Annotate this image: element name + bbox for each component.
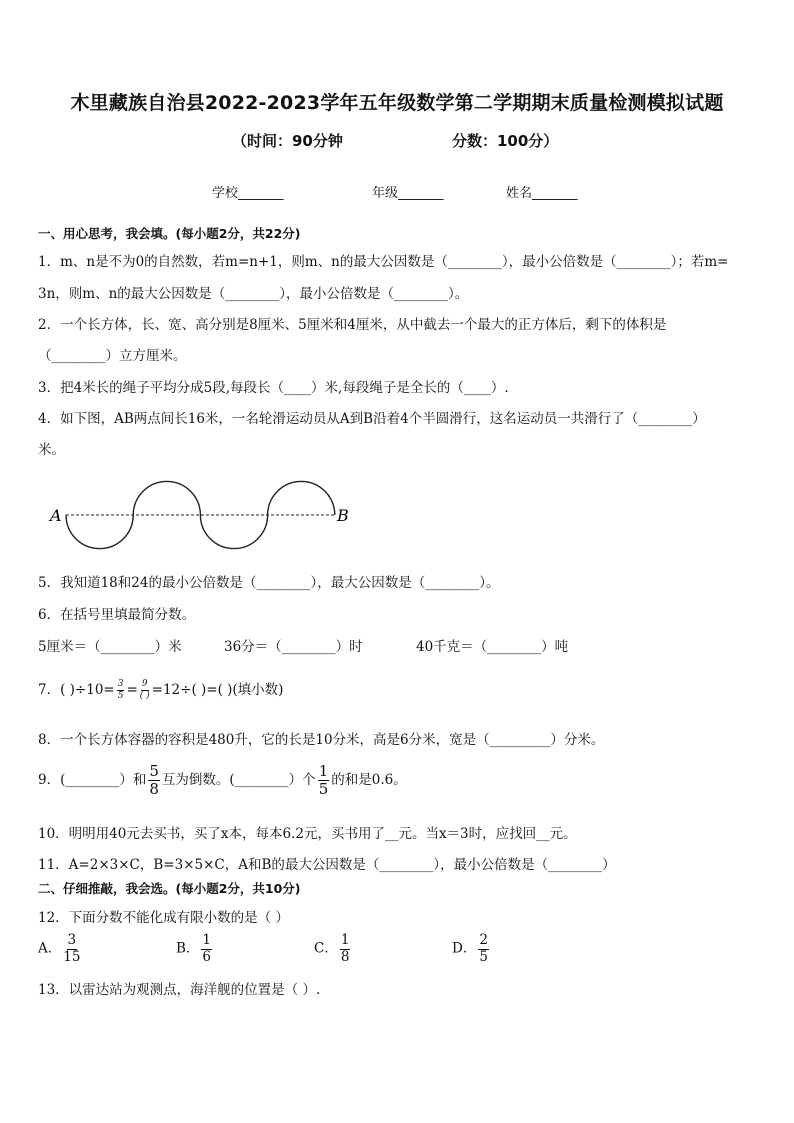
name-field: 姓名_______ (506, 186, 578, 201)
question-12-option-a[interactable] (38, 934, 82, 964)
option-label: D． (452, 940, 477, 957)
exam-score: 分数：100分） (452, 132, 559, 150)
point-a-label: A (50, 506, 62, 525)
fraction-denominator: 8 (340, 948, 350, 965)
section-2-heading: 二、仔细推敲，我会选。(每小题2分，共10分) (38, 881, 301, 896)
question-9-middle: 互为倒数。(________）个 (161, 772, 316, 788)
question-7-prefix: 7．( )÷10= (38, 682, 115, 698)
question-13: 13．以雷达站为观测点，海洋舰的位置是（ ）. (38, 982, 321, 998)
question-9-prefix: 9．(________）和 (38, 772, 147, 788)
fraction-numerator: 5 (149, 762, 159, 780)
option-label: B． (176, 940, 200, 957)
fraction-numerator: 1 (202, 932, 212, 948)
question-7-fraction-2 (140, 680, 150, 701)
question-2-line-2: （________）立方厘米。 (38, 348, 187, 364)
question-9-suffix: 的和是0.6。 (331, 772, 407, 788)
question-9-fraction-2 (318, 764, 330, 797)
question-6-item-3: 40千克＝（________）吨 (416, 639, 569, 655)
fraction-denominator: ( ) (139, 691, 150, 701)
option-fraction (63, 934, 80, 964)
option-fraction (340, 934, 351, 964)
question-4-line-1: 4．如下图，AB两点间长16米，一名轮滑运动员从A到B沿着4个半圆滑行，这名运动员一共滑行了（________） (38, 411, 706, 427)
semicircle-path-figure (40, 470, 370, 560)
question-6-item-2: 36分＝（________）时 (224, 639, 363, 655)
question-11: 11．A=2×3×C，B=3×5×C，A和B的最大公因数是（________），最小公倍数是（________） (38, 857, 616, 873)
question-7-suffix: =12÷( )=( )(填小数) (151, 682, 284, 698)
point-b-label: B (337, 506, 349, 525)
question-6: 6．在括号里填最简分数。 (38, 607, 196, 623)
question-12-option-c[interactable] (314, 934, 352, 964)
school-field: 学校_______ (212, 186, 284, 201)
question-12-option-b[interactable] (176, 934, 214, 964)
fraction-numerator: 3 (67, 932, 77, 948)
section-1-heading: 一、用心思考，我会填。(每小题2分，共22分) (38, 226, 301, 241)
question-1-line-2: 3n，则m、n的最大公因数是（________），最小公倍数是（________）。 (38, 286, 469, 302)
question-9 (38, 764, 407, 797)
semicircle-4 (268, 481, 335, 515)
fraction-numerator: 1 (318, 762, 329, 780)
question-7-equals: = (126, 682, 138, 698)
question-6-item-1: 5厘米＝（________）米 (38, 639, 182, 655)
option-fraction (201, 934, 212, 964)
question-8: 8．一个长方体容器的容积是480升，它的长是10分米，高是6分米，宽是（_________）分米。 (38, 732, 605, 748)
question-1-line-1: 1．m、n是不为0的自然数，若m=n+1，则m、n的最大公因数是（________），最小公倍数是（________）；若m= (38, 254, 729, 270)
question-7-fraction-1 (117, 680, 125, 701)
option-fraction (478, 934, 489, 964)
question-10: 10．明明用40元去买书，买了x本，每本6.2元，买书用了__元。当x＝3时，应找回__元。 (38, 826, 577, 842)
semicircle-1 (66, 515, 133, 549)
question-12-option-d[interactable] (452, 934, 491, 964)
question-9-fraction-1 (148, 764, 160, 797)
fraction-numerator: 1 (340, 932, 350, 948)
question-5: 5．我知道18和24的最小公倍数是（________），最大公因数是（________）。 (38, 575, 500, 591)
fraction-denominator: 15 (63, 948, 81, 965)
semicircle-2 (133, 481, 200, 515)
fraction-numerator: 9 (141, 679, 148, 689)
fraction-denominator: 5 (479, 948, 488, 965)
question-3: 3．把4米长的绳子平均分成5段,每段长（____）米,每段绳子是全长的（____）. (38, 380, 509, 396)
grade-field: 年级_______ (372, 186, 444, 201)
question-4-line-2: 米。 (38, 442, 65, 458)
option-label: C． (314, 940, 338, 957)
fraction-denominator: 6 (202, 948, 212, 965)
fraction-numerator: 3 (117, 679, 124, 689)
question-2-line-1: 2．一个长方体，长、宽、高分别是8厘米、5厘米和4厘米，从中截去一个最大的正方体后，剩下的体积是 (38, 317, 667, 333)
question-12: 12．下面分数不能化成有限小数的是（ ） (38, 910, 289, 926)
exam-title: 木里藏族自治县2022-2023学年五年级数学第二学期期末质量检测模拟试题 (70, 92, 724, 114)
fraction-numerator: 2 (479, 932, 488, 948)
fraction-denominator: 8 (149, 780, 159, 798)
question-7 (38, 678, 283, 701)
fraction-denominator: 5 (117, 691, 124, 701)
option-label: A． (38, 940, 62, 957)
fraction-denominator: 5 (318, 780, 329, 798)
exam-time: （时间：90分钟 (232, 132, 343, 150)
semicircle-3 (200, 515, 267, 549)
